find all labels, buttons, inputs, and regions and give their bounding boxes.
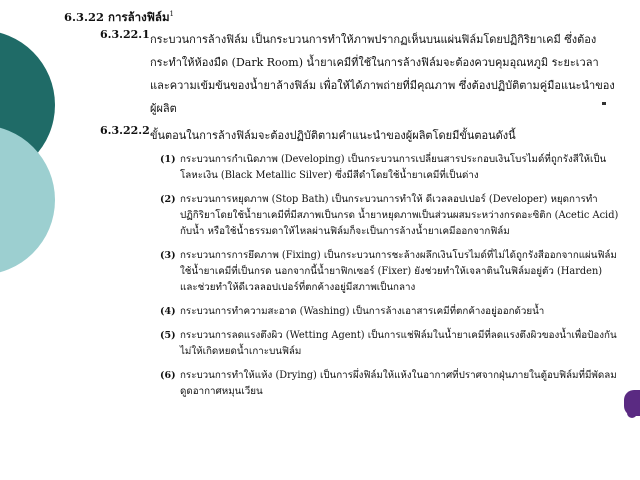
section-title [64, 9, 174, 27]
list-item-text: กระบวนการกำเนิดภาพ (Developing) เป็นกระบวนการเปลี่ยนสารประกอบเงินโบรไมด์ที่ถูกรังสีให้เป็นโลหะเงิน (Black Metallic Silver) ซึ่งมีสีดำโดยใช้น้ำยาเคมีที่เป็นด่าง [180, 154, 607, 181]
footnote-mark: 1 [169, 10, 174, 19]
subsection-number: 6.3.22.2 [100, 124, 150, 137]
list-item-marker: (6) [160, 370, 176, 381]
subsection-6-3-22-1 [100, 28, 620, 120]
decorative-circle-light [0, 125, 55, 275]
list-item [160, 328, 620, 360]
list-item-text: กระบวนการการยึดภาพ (Fixing) เป็นกระบวนการชะล้างผลึกเงินโบรไมด์ที่ไม่ได้ถูกรังสีออกจากแผ่นฟิล์มใช้น้ำยาเคมีที่เป็นกรด นอกจากนี้น้ำยาฟิกเซอร์ (Fixer) ยังช่วยทำให้เจลาตินในฟิล์มอยู่ตัว (Harden) และช่วยทำให้ดีเวลลอปเปอร์ที่ตกค้างอยู่มีสภาพเป็นกลาง [180, 250, 617, 293]
section-title-text: การล้างฟิล์ม [108, 10, 170, 24]
subsection-text: ขั้นตอนในการล้างฟิล์มจะต้องปฏิบัติตามคำแนะนำของผู้ผลิตโดยมีขั้นตอนดังนี้ [150, 129, 516, 142]
list-item [160, 192, 620, 240]
subsection-6-3-22-2 [100, 124, 620, 147]
decorative-shape-purple [624, 390, 640, 416]
list-item-text: กระบวนการทำให้แห้ง (Drying) เป็นการผึ่งฟิล์มให้แห้งในอากาศที่ปราศจากฝุ่นภายในตู้อบฟิล์มที่มีพัดลมดูดอากาศหมุนเวียน [180, 370, 617, 397]
subsection-text: กระบวนการล้างฟิล์ม เป็นกระบวนการทำให้ภาพปรากฏเห็นบนแผ่นฟิล์มโดยปฏิกิริยาเคมี ซึ่งต้องกระทำให้ห้องมืด (Dark Room) น้ำยาเคมีที่ใช้ในการล้างฟิล์มจะต้องควบคุมอุณหภูมิ ระยะเวลา และความเข้มข้นของน้ำยาล้างฟิล์ม เพื่อให้ได้ภาพถ่ายที่มีคุณภาพ ซึ่งต้องปฏิบัติตามคู่มือแนะนำของผู้ผลิต [150, 33, 615, 115]
subsection-number: 6.3.22.1 [100, 28, 150, 41]
list-item-marker: (4) [160, 306, 176, 317]
steps-list [160, 152, 620, 408]
list-item-marker: (2) [160, 194, 176, 205]
list-item-text: กระบวนการทำความสะอาด (Washing) เป็นการล้างเอาสารเคมีที่ตกค้างอยู่ออกด้วยน้ำ [180, 306, 545, 317]
list-item-marker: (3) [160, 250, 176, 261]
list-item [160, 368, 620, 400]
list-item-text: กระบวนการลดแรงตึงผิว (Wetting Agent) เป็นการแช่ฟิล์มในน้ำยาเคมีที่ลดแรงตึงผิวของน้ำเพื่อป้องกันไม่ให้เกิดหยดน้ำเกาะบนฟิล์ม [180, 330, 617, 357]
list-item-marker: (5) [160, 330, 176, 341]
list-item [160, 152, 620, 184]
section-number: 6.3.22 [64, 10, 105, 24]
list-item [160, 304, 620, 320]
list-item [160, 248, 620, 296]
list-item-text: กระบวนการหยุดภาพ (Stop Bath) เป็นกระบวนการทำให้ ดีเวลลอปเปอร์ (Developer) หยุดการทำปฏิกิริยาโดยใช้น้ำยาเคมีที่มีสภาพเป็นกรด น้ำยาหยุดภาพเป็นส่วนผสมระหว่างกรดอะซิติก (Acetic Acid) กับน้ำ หรือใช้น้ำธรรมดาให้ไหลผ่านฟิล์มก็จะเป็นการล้างน้ำยาเคมีออกจากฟิล์ม [180, 194, 619, 237]
list-item-marker: (1) [160, 154, 176, 165]
